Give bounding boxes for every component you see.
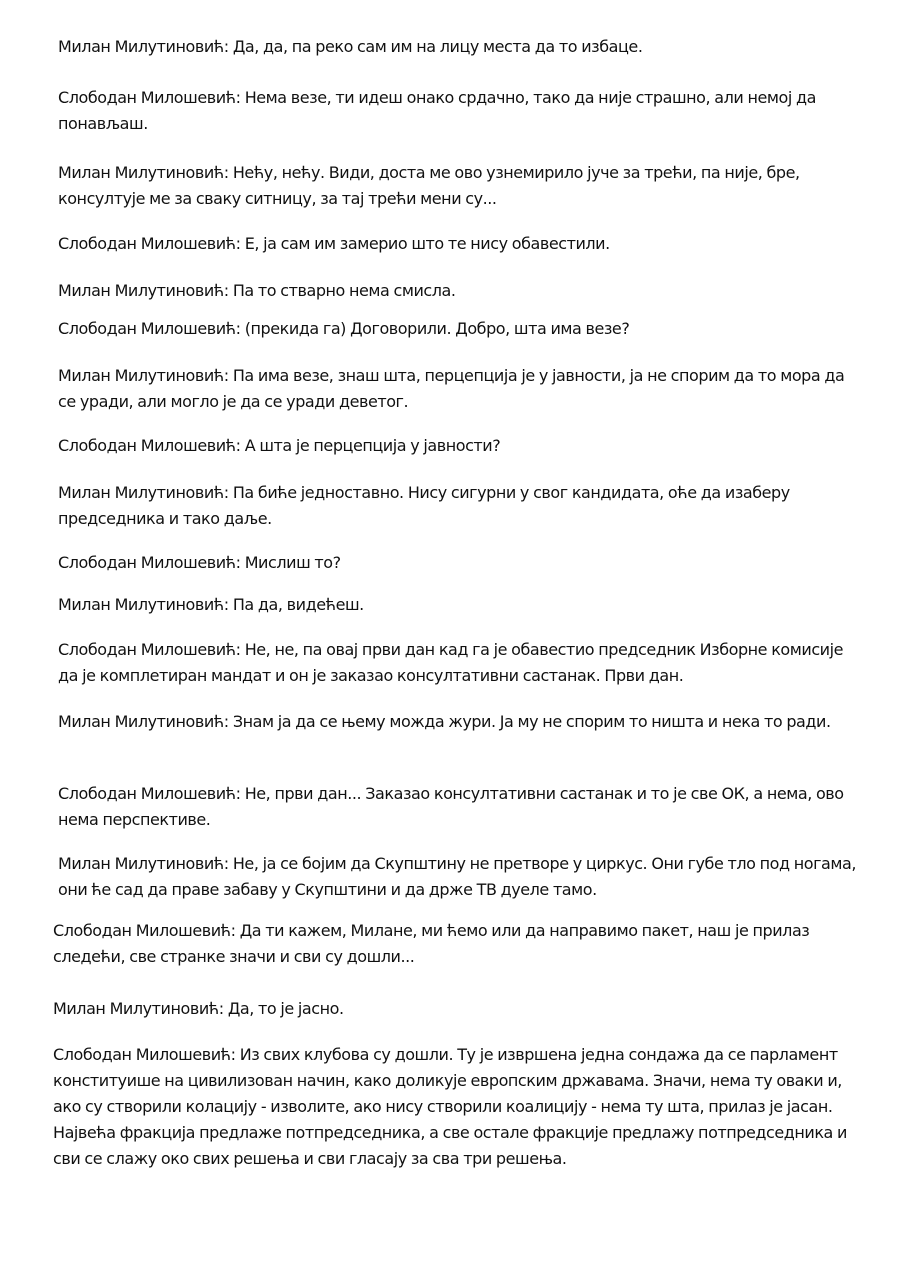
speaker-name: Слободан Милошевић: [58,319,241,338]
transcript-paragraph [58,363,858,415]
speech-text: Па то стварно нема смисла. [232,281,456,300]
speech-text: Па биће једноставно. Нису сигурни у свог кандидата, оће да изаберу председника и тако даље. [58,483,790,528]
speech-text: Знам ја да се њему можда жури. Ја му не спорим то ништа и нека то ради. [232,712,831,731]
speech-text: Па да, видећеш. [232,595,364,614]
transcript-paragraph [58,316,858,342]
speaker-name: Милан Милутиновић: [58,281,229,300]
speaker-name: Слободан Милошевић: [53,921,236,940]
speaker-name: Слободан Милошевић: [58,436,241,455]
speaker-name: Слободан Милошевић: [58,234,241,253]
transcript-paragraph [58,231,858,257]
speech-text: Да, да, па реко сам им на лицу места да то избаце. [232,37,643,56]
transcript-paragraph [58,278,858,304]
speech-text: Не, ја се бојим да Скупштину не претворе у циркус. Они губе тло под ногама, они ће сад да праве забаву у Скупштини и да држе ТВ дуеле тамо. [58,854,856,899]
speaker-name: Милан Милутиновић: [58,595,229,614]
speaker-name: Милан Милутиновић: [58,37,229,56]
speaker-name: Слободан Милошевић: [58,640,241,659]
transcript-paragraph [58,160,858,212]
transcript-paragraph [58,550,858,576]
speech-text: (прекида га) Договорили. Добро, шта има везе? [244,319,630,338]
speech-text: Мислиш то? [244,553,341,572]
speech-text: Да, то је јасно. [227,999,344,1018]
speech-text: Из свих клубова су дошли. Ту је извршена једна сондажа да се парламент конституише на цивилизован начин, како доликује европским државама. Значи, нема ту оваки и, ако су створили колацију - изволите, ако нису створили коалицију - нема ту шта, прилаз је јасан. Највећа фракција предлаже потпредседника, а све остале фракције предлажу потпредседника и сви се слажу око свих решења и сви гласају за сва три решења. [53,1045,847,1168]
transcript-paragraph [58,851,858,903]
transcript-paragraph [58,592,858,618]
transcript-paragraph [58,433,858,459]
speaker-name: Милан Милутиновић: [58,483,229,502]
transcript-paragraph [53,996,873,1022]
speaker-name: Милан Милутиновић: [58,854,229,873]
speaker-name: Слободан Милошевић: [58,553,241,572]
speech-text: Не, први дан... Заказао консултативни састанак и то је све ОК, а нема, ово нема перспективе. [58,784,844,829]
speaker-name: Слободан Милошевић: [53,1045,236,1064]
speaker-name: Милан Милутиновић: [58,712,229,731]
transcript-paragraph [53,1042,873,1172]
speech-text: А шта је перцепција у јавности? [244,436,501,455]
speech-text: Да ти кажем, Милане, ми ћемо или да направимо пакет, наш је прилаз следећи, све странке значи и сви су дошли... [53,921,810,966]
speaker-name: Милан Милутиновић: [53,999,224,1018]
speaker-name: Слободан Милошевић: [58,784,241,803]
speaker-name: Милан Милутиновић: [58,366,229,385]
speech-text: Нема везе, ти идеш онако срдачно, тако да није страшно, али немој да понављаш. [58,88,816,133]
speaker-name: Милан Милутиновић: [58,163,229,182]
speech-text: Нећу, нећу. Види, доста ме ово узнемирило јуче за трећи, па није, бре, консултује ме за сваку ситницу, за тај трећи мени су... [58,163,800,208]
transcript-paragraph [58,85,858,137]
speech-text: Не, не, па овај први дан кад га је обавестио председник Изборне комисије да је комплетиран мандат и он је заказао консултативни састанак. Први дан. [58,640,844,685]
speech-text: Па има везе, знаш шта, перцепција је у јавности, ја не спорим да то мора да се уради, али могло је да се уради деветог. [58,366,845,411]
transcript-paragraph [58,781,858,833]
transcript-paragraph [58,34,858,60]
transcript-paragraph [58,480,858,532]
transcript-paragraph [58,637,858,689]
transcript-paragraph [53,918,873,970]
transcript-paragraph [58,709,858,735]
speech-text: Е, ја сам им замерио што те нису обавестили. [244,234,610,253]
speaker-name: Слободан Милошевић: [58,88,241,107]
